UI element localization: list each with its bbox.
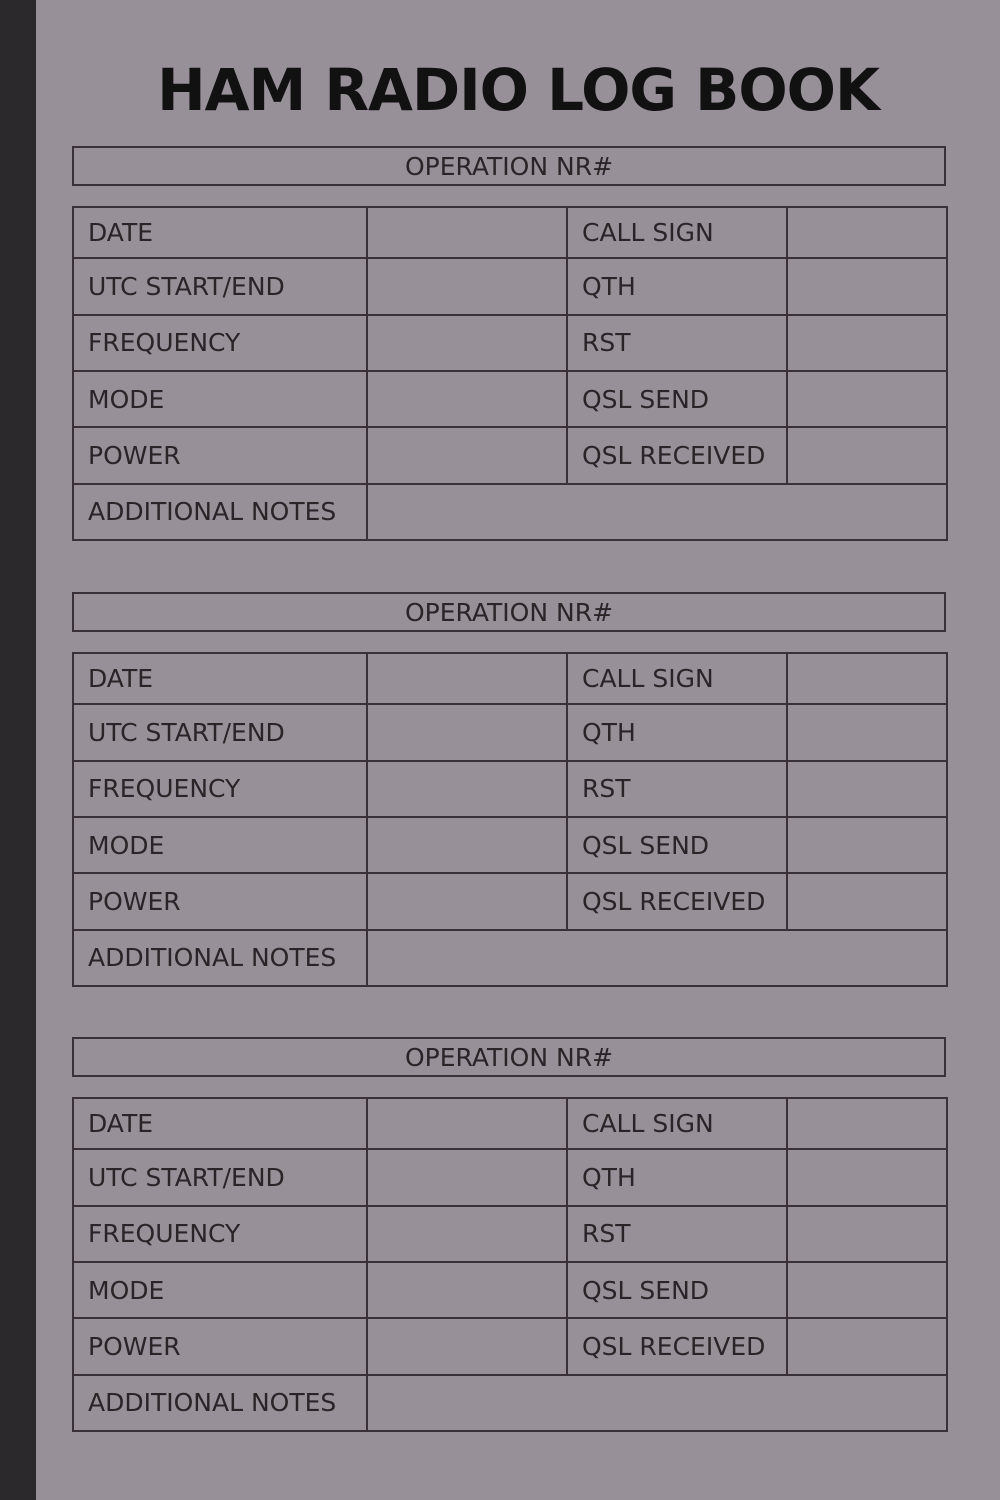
qsl-received-label: QSL RECEIVED bbox=[567, 873, 787, 929]
table-row bbox=[73, 704, 947, 760]
frequency-label: FREQUENCY bbox=[73, 1206, 367, 1262]
utc-start-end-label: UTC START/END bbox=[73, 258, 367, 314]
call-sign-label: CALL SIGN bbox=[567, 653, 787, 704]
table-row bbox=[73, 653, 947, 704]
additional-notes-field[interactable] bbox=[367, 930, 947, 986]
table-row bbox=[73, 1098, 947, 1149]
date-label: DATE bbox=[73, 1098, 367, 1149]
power-label: POWER bbox=[73, 427, 367, 483]
additional-notes-field[interactable] bbox=[367, 1375, 947, 1431]
qth-field[interactable] bbox=[787, 1149, 947, 1205]
log-entry-table bbox=[72, 206, 948, 541]
additional-notes-label: ADDITIONAL NOTES bbox=[73, 930, 367, 986]
power-label: POWER bbox=[73, 873, 367, 929]
table-row bbox=[73, 873, 947, 929]
utc-start-end-label: UTC START/END bbox=[73, 1149, 367, 1205]
table-row bbox=[73, 371, 947, 427]
call-sign-field[interactable] bbox=[787, 653, 947, 704]
qsl-send-label: QSL SEND bbox=[567, 371, 787, 427]
qsl-received-field[interactable] bbox=[787, 873, 947, 929]
date-field[interactable] bbox=[367, 653, 567, 704]
table-row bbox=[73, 1149, 947, 1205]
date-label: DATE bbox=[73, 653, 367, 704]
qth-field[interactable] bbox=[787, 704, 947, 760]
table-row bbox=[73, 761, 947, 817]
qsl-send-field[interactable] bbox=[787, 1262, 947, 1318]
date-label: DATE bbox=[73, 207, 367, 258]
book-spine bbox=[0, 0, 36, 1500]
operation-number-header: OPERATION NR# bbox=[72, 1037, 946, 1077]
table-row bbox=[73, 1206, 947, 1262]
qsl-received-field[interactable] bbox=[787, 1318, 947, 1374]
mode-label: MODE bbox=[73, 371, 367, 427]
qth-label: QTH bbox=[567, 704, 787, 760]
table-row bbox=[73, 930, 947, 986]
utc-start-end-field[interactable] bbox=[367, 704, 567, 760]
power-field[interactable] bbox=[367, 1318, 567, 1374]
call-sign-field[interactable] bbox=[787, 1098, 947, 1149]
qth-label: QTH bbox=[567, 258, 787, 314]
rst-field[interactable] bbox=[787, 761, 947, 817]
table-row bbox=[73, 1375, 947, 1431]
additional-notes-label: ADDITIONAL NOTES bbox=[73, 1375, 367, 1431]
power-field[interactable] bbox=[367, 873, 567, 929]
log-entry-3 bbox=[72, 1037, 946, 1432]
additional-notes-label: ADDITIONAL NOTES bbox=[73, 484, 367, 540]
power-field[interactable] bbox=[367, 427, 567, 483]
table-row bbox=[73, 484, 947, 540]
frequency-field[interactable] bbox=[367, 315, 567, 371]
utc-start-end-label: UTC START/END bbox=[73, 704, 367, 760]
rst-field[interactable] bbox=[787, 1206, 947, 1262]
frequency-field[interactable] bbox=[367, 1206, 567, 1262]
call-sign-label: CALL SIGN bbox=[567, 1098, 787, 1149]
power-label: POWER bbox=[73, 1318, 367, 1374]
mode-label: MODE bbox=[73, 1262, 367, 1318]
log-entry-table bbox=[72, 1097, 948, 1432]
rst-field[interactable] bbox=[787, 315, 947, 371]
rst-label: RST bbox=[567, 761, 787, 817]
rst-label: RST bbox=[567, 315, 787, 371]
qsl-received-field[interactable] bbox=[787, 427, 947, 483]
qsl-send-label: QSL SEND bbox=[567, 1262, 787, 1318]
mode-field[interactable] bbox=[367, 1262, 567, 1318]
table-row bbox=[73, 1318, 947, 1374]
log-entry-table bbox=[72, 652, 948, 987]
table-row bbox=[73, 315, 947, 371]
table-row bbox=[73, 427, 947, 483]
date-field[interactable] bbox=[367, 1098, 567, 1149]
additional-notes-field[interactable] bbox=[367, 484, 947, 540]
table-row bbox=[73, 817, 947, 873]
log-entry-2 bbox=[72, 592, 946, 987]
operation-number-header: OPERATION NR# bbox=[72, 146, 946, 186]
page-title: HAM RADIO LOG BOOK bbox=[157, 56, 879, 124]
log-entry-1 bbox=[72, 146, 946, 541]
qth-field[interactable] bbox=[787, 258, 947, 314]
call-sign-field[interactable] bbox=[787, 207, 947, 258]
frequency-field[interactable] bbox=[367, 761, 567, 817]
qsl-send-field[interactable] bbox=[787, 371, 947, 427]
mode-field[interactable] bbox=[367, 371, 567, 427]
operation-number-header: OPERATION NR# bbox=[72, 592, 946, 632]
utc-start-end-field[interactable] bbox=[367, 1149, 567, 1205]
qth-label: QTH bbox=[567, 1149, 787, 1205]
utc-start-end-field[interactable] bbox=[367, 258, 567, 314]
frequency-label: FREQUENCY bbox=[73, 315, 367, 371]
date-field[interactable] bbox=[367, 207, 567, 258]
table-row bbox=[73, 207, 947, 258]
qsl-send-field[interactable] bbox=[787, 817, 947, 873]
table-row bbox=[73, 258, 947, 314]
qsl-received-label: QSL RECEIVED bbox=[567, 1318, 787, 1374]
qsl-received-label: QSL RECEIVED bbox=[567, 427, 787, 483]
mode-field[interactable] bbox=[367, 817, 567, 873]
rst-label: RST bbox=[567, 1206, 787, 1262]
table-row bbox=[73, 1262, 947, 1318]
frequency-label: FREQUENCY bbox=[73, 761, 367, 817]
mode-label: MODE bbox=[73, 817, 367, 873]
qsl-send-label: QSL SEND bbox=[567, 817, 787, 873]
call-sign-label: CALL SIGN bbox=[567, 207, 787, 258]
